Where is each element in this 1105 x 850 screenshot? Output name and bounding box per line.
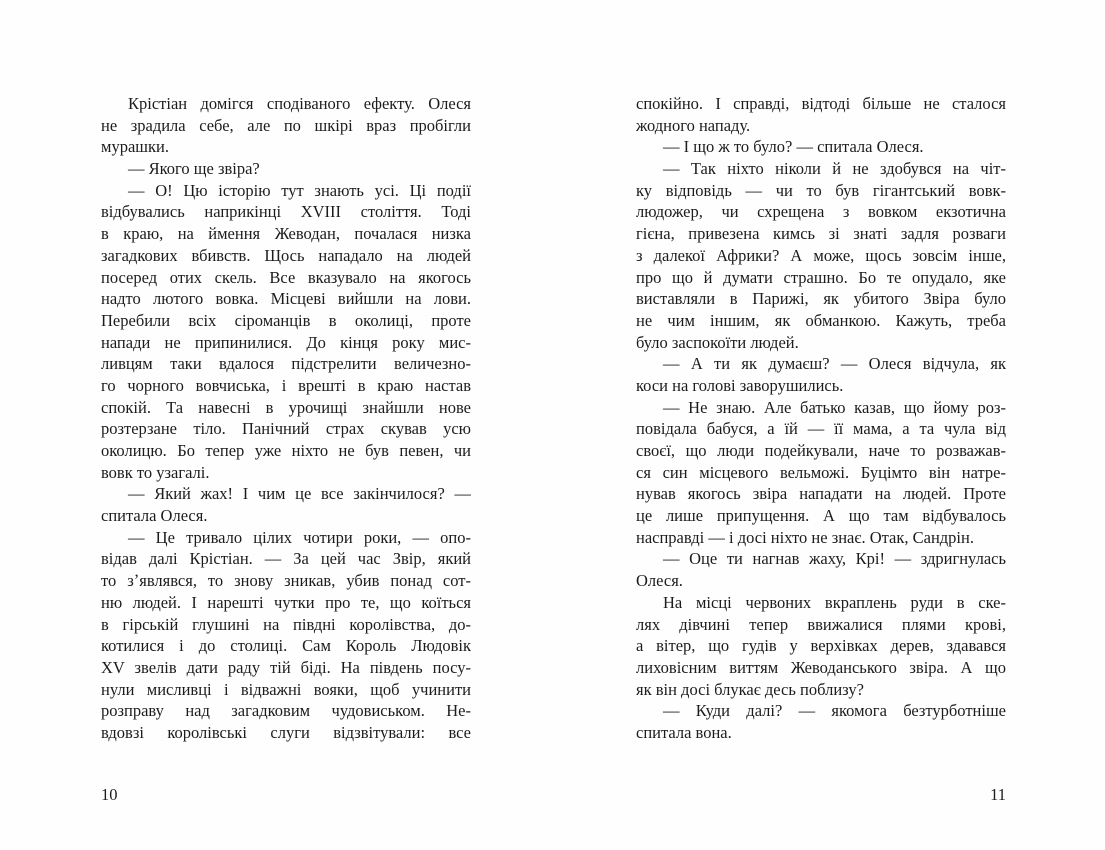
text-line: котилися і до столиці. Сам Король Людовік <box>101 636 471 656</box>
text-line: — А ти як думаєш? — Олеся відчула, як <box>663 354 1006 374</box>
text-line: мурашки. <box>101 137 169 157</box>
text-line: — О! Цю історію тут знають усі. Ці події <box>128 180 471 200</box>
text-line: нули мисливці і відважні вояки, щоб учинити <box>101 679 471 699</box>
right-page-text-column <box>636 93 1006 744</box>
text-line: не чим іншим, як обманкою. Кажуть, треба <box>636 310 1006 330</box>
text-line: відав далі Крістіан. — За цей час Звір, який <box>101 549 471 569</box>
text-line: Крістіан домігся сподіваного ефекту. Олеся <box>128 94 471 113</box>
text-line: — Який жах! І чим це все закінчилося? — <box>128 484 471 504</box>
text-line: своєї, що люди подейкували, наче то розважав- <box>636 441 1006 460</box>
text-line: посеред отих скель. Все вказувало на якогось <box>101 267 471 287</box>
text-line: в гірській глушині на півдні королівства, до- <box>101 614 471 634</box>
text-line: людожер, чи схрещена з вовком екзотична <box>636 202 1006 222</box>
text-line: — Оце ти нагнав жаху, Крі! — здригнулась <box>663 549 1006 569</box>
text-line: як він досі блукає десь поблизу? <box>636 679 864 699</box>
text-line: ню людей. І нарешті чутки про те, що коїться <box>101 592 471 612</box>
text-line: про що й думати страшно. Бо те опудало, яке <box>636 267 1006 287</box>
text-line: загадкових вбивств. Щось нападало на людей <box>101 245 471 265</box>
text-line: — Не знаю. Але батько казав, що йому роз- <box>663 397 1006 417</box>
text-line: виставляли в Парижі, як убитого Звіра було <box>636 289 1006 309</box>
text-line: то зʼявлявся, то знову зникав, убив понад сот- <box>101 571 471 591</box>
left-page-text-column <box>101 93 471 744</box>
text-line: в краю, на ймення Жеводан, почалася низка <box>101 224 471 244</box>
text-line: Перебили всіх сіроманців в околиці, проте <box>101 310 471 330</box>
text-line: нував якогось звіра нападати на людей. Проте <box>636 484 1006 504</box>
text-line: відбувались наприкінці XVIII століття. Тоді <box>101 202 471 222</box>
text-line: повідала бабуся, а їй — її мама, а та чула від <box>636 419 1006 439</box>
text-line: розтерзане тіло. Панічний страх скував усю <box>101 419 471 439</box>
text-line: коси на голові заворушились. <box>636 375 844 395</box>
text-line: — Якого ще звіра? <box>128 159 260 179</box>
text-line: надто лютого вовка. Місцеві вийшли на лови. <box>101 289 471 309</box>
text-line: спитала Олеся. <box>101 506 208 526</box>
text-line: лиховісним виттям Жеводанського звіра. А що <box>636 657 1006 677</box>
text-line: напади не припинилися. До кінця року мис- <box>101 332 471 352</box>
text-line: ся син місцевого вельможі. Буцімто він натре- <box>636 462 1006 482</box>
text-line: — І що ж то було? — спитала Олеся. <box>663 137 924 157</box>
text-line: не зрадила себе, але по шкірі враз пробігли <box>101 115 471 135</box>
text-line: Олеся. <box>636 571 683 591</box>
text-line: з далекої Африки? А може, щось зовсім інше, <box>636 245 1006 265</box>
text-line: ливцям таки вдалося підстрелити величезно- <box>101 354 471 374</box>
text-line: це лише припущення. А що там відбувалось <box>636 506 1006 526</box>
text-line: спитала вона. <box>636 722 732 742</box>
text-line: вовк то узагалі. <box>101 462 210 482</box>
text-line: розправу над загадковим чудовиськом. Не- <box>101 701 471 721</box>
text-line: жодного нападу. <box>636 115 751 135</box>
text-line: було заспокоїти людей. <box>636 332 799 352</box>
text-line: спокій. Та навесні в урочищі знайшли нове <box>101 397 471 417</box>
text-line: вдовзі королівські слуги відзвітували: все <box>101 722 471 742</box>
text-line: — Куди далі? — якомога безтурботніше <box>663 701 1006 721</box>
text-line: лях дівчині тепер ввижалися плями крові, <box>636 614 1006 634</box>
page-number-right: 11 <box>990 785 1006 804</box>
text-line: ку відповідь — чи то був гігантський вовк- <box>636 180 1006 200</box>
text-line: спокійно. І справді, відтоді більше не сталося <box>636 94 1006 113</box>
text-line: а вітер, що гудів у верхівках дерев, здавався <box>636 636 1006 656</box>
text-line: насправді — і досі ніхто не знає. Отак, Сандрін. <box>636 527 974 547</box>
text-line: На місці червоних вкраплень руди в ске- <box>663 592 1006 612</box>
text-line: XV звелів дати раду тій біді. На південь посу- <box>101 657 471 677</box>
text-line: гієна, привезена кимсь зі знаті задля розваги <box>636 224 1006 244</box>
page-number-left: 10 <box>101 785 118 804</box>
text-line: — Це тривало цілих чотири роки, — опо- <box>128 527 471 547</box>
text-line: го чорного вовчиська, і врешті в краю настав <box>101 375 471 395</box>
text-line: — Так ніхто ніколи й не здобувся на чіт- <box>663 159 1006 179</box>
text-line: околицю. Бо тепер уже ніхто не був певен, чи <box>101 441 471 460</box>
